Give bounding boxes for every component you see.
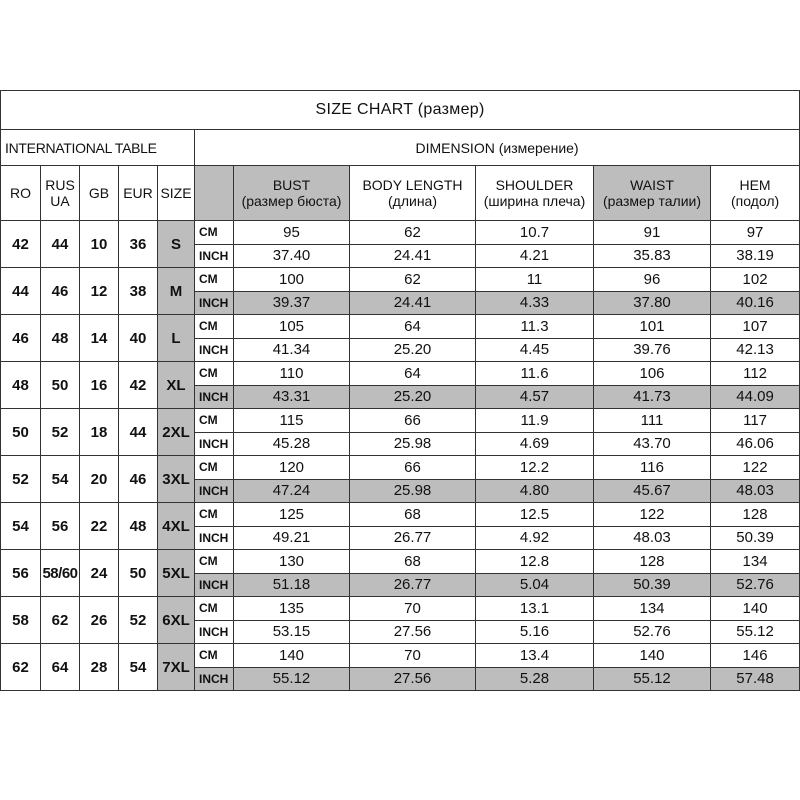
waist-cm-value: 134 (594, 597, 711, 621)
table-row (1, 409, 800, 433)
waist-cm-value: 122 (594, 503, 711, 527)
length-cm-value: 68 (350, 503, 476, 527)
shoulder-cm-value: 11.3 (476, 315, 594, 339)
length-inch-value: 27.56 (350, 620, 476, 644)
bust-cm-value: 135 (234, 597, 350, 621)
rus-ua-value: 46 (41, 268, 80, 315)
size-value: M (158, 268, 195, 315)
hem-cm-value: 117 (711, 409, 800, 433)
waist-cm-value: 128 (594, 550, 711, 574)
shoulder-inch-value: 4.80 (476, 479, 594, 503)
waist-inch-value: 37.80 (594, 291, 711, 315)
col-bust (234, 166, 350, 221)
waist-cm-value: 101 (594, 315, 711, 339)
gb-value: 24 (80, 550, 119, 597)
ro-value: 54 (1, 503, 41, 550)
length-cm-value: 66 (350, 456, 476, 480)
col-bust-sub: (размер бюста) (241, 193, 342, 209)
bust-inch-value: 45.28 (234, 432, 350, 456)
hem-cm-value: 102 (711, 268, 800, 292)
col-size: SIZE (158, 166, 195, 221)
shoulder-cm-value: 12.2 (476, 456, 594, 480)
length-inch-value: 26.77 (350, 573, 476, 597)
col-ua-label: UA (50, 193, 70, 209)
bust-cm-value: 95 (234, 221, 350, 245)
eur-value: 44 (119, 409, 158, 456)
bust-cm-value: 100 (234, 268, 350, 292)
eur-value: 40 (119, 315, 158, 362)
col-waist-label: WAIST (630, 177, 674, 193)
waist-cm-value: 111 (594, 409, 711, 433)
waist-inch-value: 41.73 (594, 385, 711, 409)
shoulder-cm-value: 11.9 (476, 409, 594, 433)
length-cm-value: 62 (350, 268, 476, 292)
rus-ua-value: 54 (41, 456, 80, 503)
col-hem (711, 166, 800, 221)
table-row (1, 268, 800, 292)
waist-inch-value: 35.83 (594, 244, 711, 268)
bust-cm-value: 105 (234, 315, 350, 339)
gb-value: 16 (80, 362, 119, 409)
length-cm-value: 70 (350, 644, 476, 668)
eur-value: 42 (119, 362, 158, 409)
size-value: XL (158, 362, 195, 409)
unit-inch: INCH (195, 620, 234, 644)
shoulder-cm-value: 13.4 (476, 644, 594, 668)
unit-inch: INCH (195, 338, 234, 362)
ro-value: 52 (1, 456, 41, 503)
bust-cm-value: 110 (234, 362, 350, 386)
rus-ua-value: 62 (41, 597, 80, 644)
rus-ua-value: 48 (41, 315, 80, 362)
bust-cm-value: 130 (234, 550, 350, 574)
shoulder-cm-value: 13.1 (476, 597, 594, 621)
shoulder-cm-value: 11 (476, 268, 594, 292)
waist-inch-value: 39.76 (594, 338, 711, 362)
col-gb: GB (80, 166, 119, 221)
shoulder-cm-value: 12.8 (476, 550, 594, 574)
rus-ua-value: 56 (41, 503, 80, 550)
length-inch-value: 26.77 (350, 526, 476, 550)
ro-value: 44 (1, 268, 41, 315)
length-inch-value: 25.98 (350, 479, 476, 503)
eur-value: 48 (119, 503, 158, 550)
unit-inch: INCH (195, 479, 234, 503)
col-length-sub: (длина) (388, 193, 437, 209)
hem-inch-value: 52.76 (711, 573, 800, 597)
waist-inch-value: 55.12 (594, 667, 711, 691)
length-cm-value: 68 (350, 550, 476, 574)
eur-value: 38 (119, 268, 158, 315)
rus-ua-value: 50 (41, 362, 80, 409)
col-rus-ua (41, 166, 80, 221)
bust-inch-value: 49.21 (234, 526, 350, 550)
eur-value: 46 (119, 456, 158, 503)
table-row (1, 597, 800, 621)
hem-cm-value: 134 (711, 550, 800, 574)
gb-value: 14 (80, 315, 119, 362)
shoulder-inch-value: 4.69 (476, 432, 594, 456)
waist-cm-value: 96 (594, 268, 711, 292)
table-row (1, 362, 800, 386)
gb-value: 22 (80, 503, 119, 550)
length-cm-value: 62 (350, 221, 476, 245)
unit-cm: CM (195, 409, 234, 433)
unit-inch: INCH (195, 291, 234, 315)
unit-cm: CM (195, 315, 234, 339)
hem-cm-value: 128 (711, 503, 800, 527)
hem-cm-value: 122 (711, 456, 800, 480)
length-cm-value: 66 (350, 409, 476, 433)
col-shoulder-label: SHOULDER (495, 177, 574, 193)
shoulder-inch-value: 5.16 (476, 620, 594, 644)
col-waist (594, 166, 711, 221)
length-cm-value: 64 (350, 315, 476, 339)
length-inch-value: 25.20 (350, 385, 476, 409)
waist-cm-value: 91 (594, 221, 711, 245)
waist-cm-value: 116 (594, 456, 711, 480)
dimension-header: DIMENSION (измерение) (195, 130, 800, 166)
table-row (1, 644, 800, 668)
unit-cm: CM (195, 362, 234, 386)
col-ro: RO (1, 166, 41, 221)
size-value: S (158, 221, 195, 268)
ro-value: 42 (1, 221, 41, 268)
length-inch-value: 27.56 (350, 667, 476, 691)
waist-inch-value: 48.03 (594, 526, 711, 550)
unit-inch: INCH (195, 244, 234, 268)
shoulder-cm-value: 11.6 (476, 362, 594, 386)
bust-inch-value: 51.18 (234, 573, 350, 597)
hem-inch-value: 55.12 (711, 620, 800, 644)
shoulder-inch-value: 4.92 (476, 526, 594, 550)
col-waist-sub: (размер талии) (602, 193, 702, 209)
bust-cm-value: 120 (234, 456, 350, 480)
unit-cm: CM (195, 550, 234, 574)
gb-value: 12 (80, 268, 119, 315)
table-row (1, 221, 800, 245)
waist-inch-value: 50.39 (594, 573, 711, 597)
shoulder-inch-value: 4.33 (476, 291, 594, 315)
hem-cm-value: 107 (711, 315, 800, 339)
rus-ua-value: 58/60 (41, 550, 80, 597)
hem-inch-value: 42.13 (711, 338, 800, 362)
bust-inch-value: 55.12 (234, 667, 350, 691)
col-length-label: BODY LENGTH (362, 177, 463, 193)
length-cm-value: 64 (350, 362, 476, 386)
table-row (1, 315, 800, 339)
ro-value: 48 (1, 362, 41, 409)
col-unit-blank (195, 166, 234, 221)
waist-inch-value: 43.70 (594, 432, 711, 456)
bust-cm-value: 140 (234, 644, 350, 668)
gb-value: 28 (80, 644, 119, 691)
unit-inch: INCH (195, 667, 234, 691)
gb-value: 10 (80, 221, 119, 268)
col-rus-label: RUS (45, 177, 75, 193)
shoulder-inch-value: 5.28 (476, 667, 594, 691)
rus-ua-value: 52 (41, 409, 80, 456)
bust-inch-value: 41.34 (234, 338, 350, 362)
hem-inch-value: 57.48 (711, 667, 800, 691)
waist-cm-value: 106 (594, 362, 711, 386)
unit-cm: CM (195, 597, 234, 621)
bust-inch-value: 39.37 (234, 291, 350, 315)
hem-inch-value: 46.06 (711, 432, 800, 456)
hem-cm-value: 140 (711, 597, 800, 621)
gb-value: 18 (80, 409, 119, 456)
gb-value: 26 (80, 597, 119, 644)
col-eur: EUR (119, 166, 158, 221)
ro-value: 50 (1, 409, 41, 456)
unit-inch: INCH (195, 385, 234, 409)
ro-value: 56 (1, 550, 41, 597)
waist-inch-value: 52.76 (594, 620, 711, 644)
chart-title: SIZE CHART (размер) (1, 91, 800, 130)
hem-cm-value: 146 (711, 644, 800, 668)
length-inch-value: 24.41 (350, 291, 476, 315)
eur-value: 50 (119, 550, 158, 597)
size-value: 2XL (158, 409, 195, 456)
length-cm-value: 70 (350, 597, 476, 621)
ro-value: 46 (1, 315, 41, 362)
size-value: 5XL (158, 550, 195, 597)
hem-inch-value: 40.16 (711, 291, 800, 315)
table-row (1, 456, 800, 480)
hem-inch-value: 48.03 (711, 479, 800, 503)
hem-cm-value: 112 (711, 362, 800, 386)
col-body-length (350, 166, 476, 221)
unit-cm: CM (195, 221, 234, 245)
unit-cm: CM (195, 268, 234, 292)
shoulder-cm-value: 10.7 (476, 221, 594, 245)
col-shoulder (476, 166, 594, 221)
col-bust-label: BUST (272, 177, 311, 193)
unit-inch: INCH (195, 526, 234, 550)
length-inch-value: 25.20 (350, 338, 476, 362)
shoulder-inch-value: 4.45 (476, 338, 594, 362)
unit-cm: CM (195, 456, 234, 480)
ro-value: 62 (1, 644, 41, 691)
size-chart-table (0, 90, 800, 691)
col-hem-label: HEM (739, 177, 771, 193)
rus-ua-value: 64 (41, 644, 80, 691)
rus-ua-value: 44 (41, 221, 80, 268)
international-table-header: INTERNATIONAL TABLE (1, 130, 195, 166)
size-value: 7XL (158, 644, 195, 691)
col-hem-sub: (подол) (730, 193, 780, 209)
shoulder-inch-value: 5.04 (476, 573, 594, 597)
eur-value: 36 (119, 221, 158, 268)
shoulder-inch-value: 4.57 (476, 385, 594, 409)
hem-inch-value: 50.39 (711, 526, 800, 550)
bust-inch-value: 43.31 (234, 385, 350, 409)
bust-inch-value: 47.24 (234, 479, 350, 503)
hem-inch-value: 44.09 (711, 385, 800, 409)
table-row (1, 550, 800, 574)
shoulder-cm-value: 12.5 (476, 503, 594, 527)
length-inch-value: 24.41 (350, 244, 476, 268)
size-value: 6XL (158, 597, 195, 644)
size-value: L (158, 315, 195, 362)
unit-inch: INCH (195, 432, 234, 456)
length-inch-value: 25.98 (350, 432, 476, 456)
gb-value: 20 (80, 456, 119, 503)
unit-cm: CM (195, 644, 234, 668)
bust-inch-value: 53.15 (234, 620, 350, 644)
bust-cm-value: 115 (234, 409, 350, 433)
hem-cm-value: 97 (711, 221, 800, 245)
unit-inch: INCH (195, 573, 234, 597)
ro-value: 58 (1, 597, 41, 644)
size-value: 4XL (158, 503, 195, 550)
bust-inch-value: 37.40 (234, 244, 350, 268)
eur-value: 52 (119, 597, 158, 644)
bust-cm-value: 125 (234, 503, 350, 527)
eur-value: 54 (119, 644, 158, 691)
waist-cm-value: 140 (594, 644, 711, 668)
shoulder-inch-value: 4.21 (476, 244, 594, 268)
table-row (1, 503, 800, 527)
unit-cm: CM (195, 503, 234, 527)
hem-inch-value: 38.19 (711, 244, 800, 268)
size-value: 3XL (158, 456, 195, 503)
col-shoulder-sub: (ширина плеча) (483, 193, 586, 209)
waist-inch-value: 45.67 (594, 479, 711, 503)
